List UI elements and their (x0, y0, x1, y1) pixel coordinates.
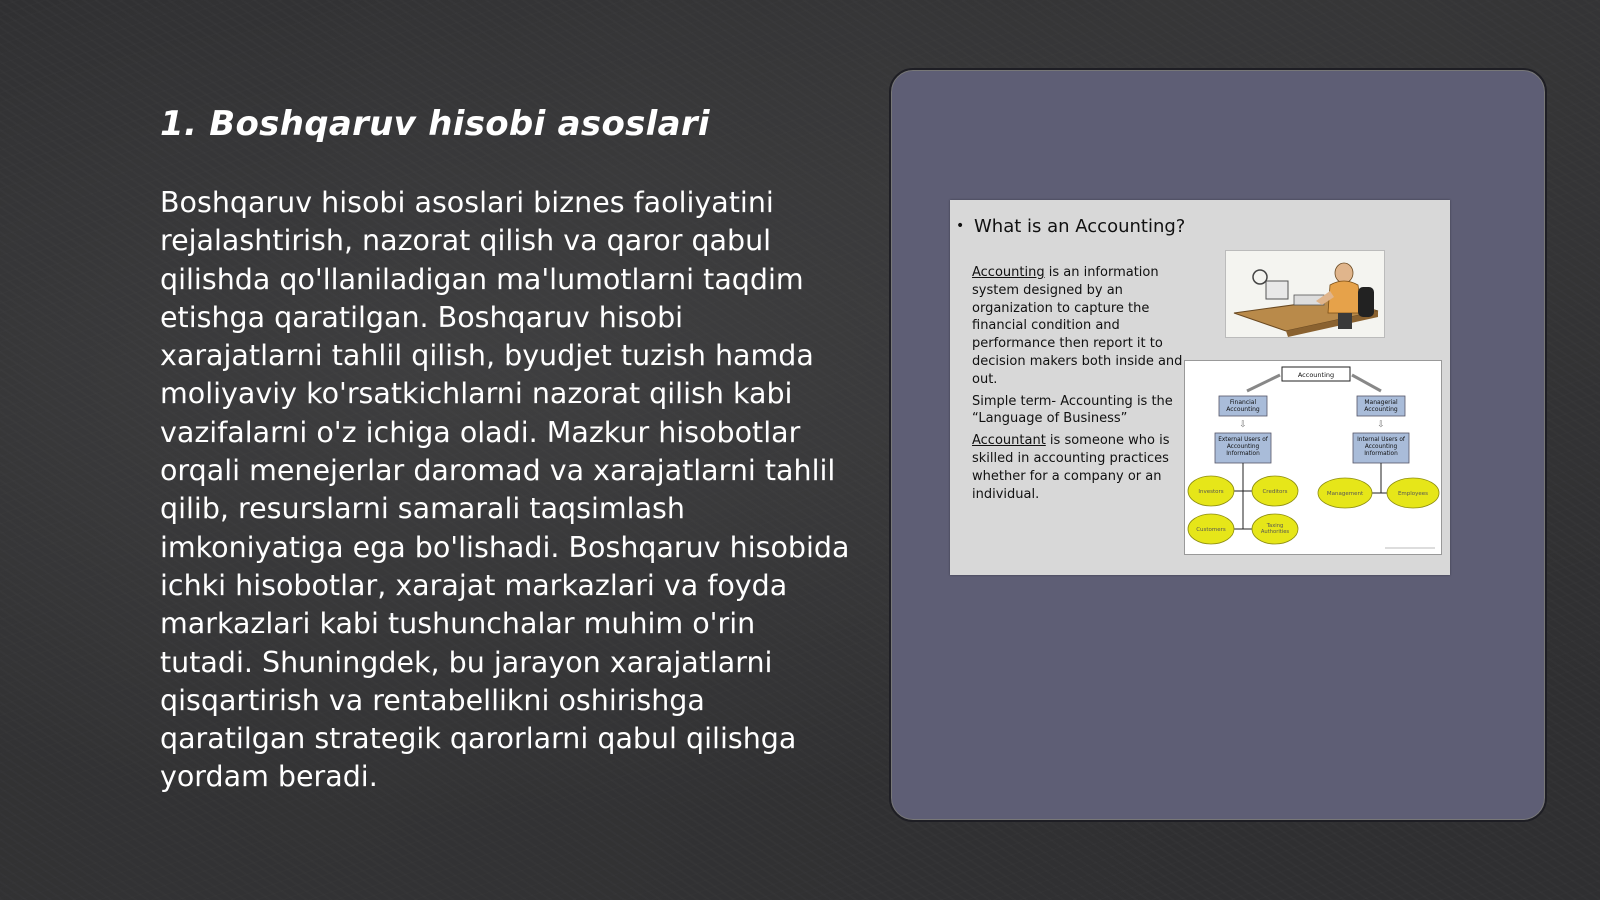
diagram-financial-label: Financial Accounting (1226, 399, 1260, 413)
accountant-illustration (1225, 250, 1385, 338)
diagram-root-label: Accounting (1297, 371, 1335, 379)
embedded-slide-heading (956, 216, 1185, 237)
svg-text:⇩: ⇩ (1377, 420, 1385, 430)
body-paragraph: Boshqaruv hisobi asoslari biznes faoliyatini rejalashtirish, nazorat qilish va qaror qabul qilishda qo'llaniladigan ma'lumotlarni taqdim etishga qaratilgan. Boshqaruv hisobi xarajatlarni tahlil qilish, byudjet tuzish hamda moliyaviy ko'rsatkichlarni nazorat qilish kabi vazifalarni o'z ichiga oladi. Mazkur hisobotlar orqali menejerlar daromad va xarajatlarni tahlil qilib, resurslarni samarali taqsimlash imkoniyatiga ega bo'lishadi. Boshqaruv hisobida ichki hisobotlar, xarajat markazlari va foyda markazlari kabi tushunchalar muhim o'rin tutadi. Shuningdek, bu jarayon xarajatlarni qisqartirish va rentabellikni oshirishga qaratilgan strategik qarorlarni qabul qilishga yordam beradi. (160, 186, 850, 794)
accounting-diagram (1184, 360, 1442, 555)
oval-management: Management (1326, 491, 1364, 497)
accountant-at-desk-icon (1226, 251, 1384, 337)
embedded-slide-heading-text: What is an Accounting? (974, 216, 1186, 237)
definition-paragraph (972, 264, 1184, 389)
embedded-slide-text (972, 264, 1184, 507)
diagram-internal-users-label: Internal Users of Accounting Information (1357, 437, 1405, 457)
slide-title: 1. Boshqaruv hisobi asoslari (160, 104, 710, 144)
svg-text:⇩: ⇩ (1239, 420, 1247, 430)
oval-investors: Investors (1198, 489, 1224, 495)
accountant-paragraph (972, 432, 1184, 503)
oval-taxing-authorities: Taxing Authorities (1260, 523, 1290, 535)
definition-term: Accounting (972, 265, 1045, 280)
diagram-external-users-label: External Users of Accounting Information (1218, 437, 1268, 457)
simple-term-paragraph: Simple term- Accounting is the “Language of Business” (972, 393, 1173, 427)
bullet-icon: • (956, 218, 965, 234)
oval-customers: Customers (1196, 527, 1226, 533)
oval-employees: Employees (1397, 491, 1429, 497)
accounting-tree-diagram (1185, 361, 1441, 554)
diagram-managerial-label: Managerial Accounting (1364, 399, 1398, 413)
accountant-term: Accountant (972, 433, 1046, 449)
accountant-text: is someone who is skilled in accounting practices whether for a company or an individual. (972, 433, 1170, 502)
definition-text: is an information system designed by an organization to capture the financial condition and performance then report it to decision makers both inside and out. (972, 265, 1183, 387)
oval-creditors: Creditors (1262, 489, 1288, 495)
embedded-slide-image (950, 200, 1450, 575)
